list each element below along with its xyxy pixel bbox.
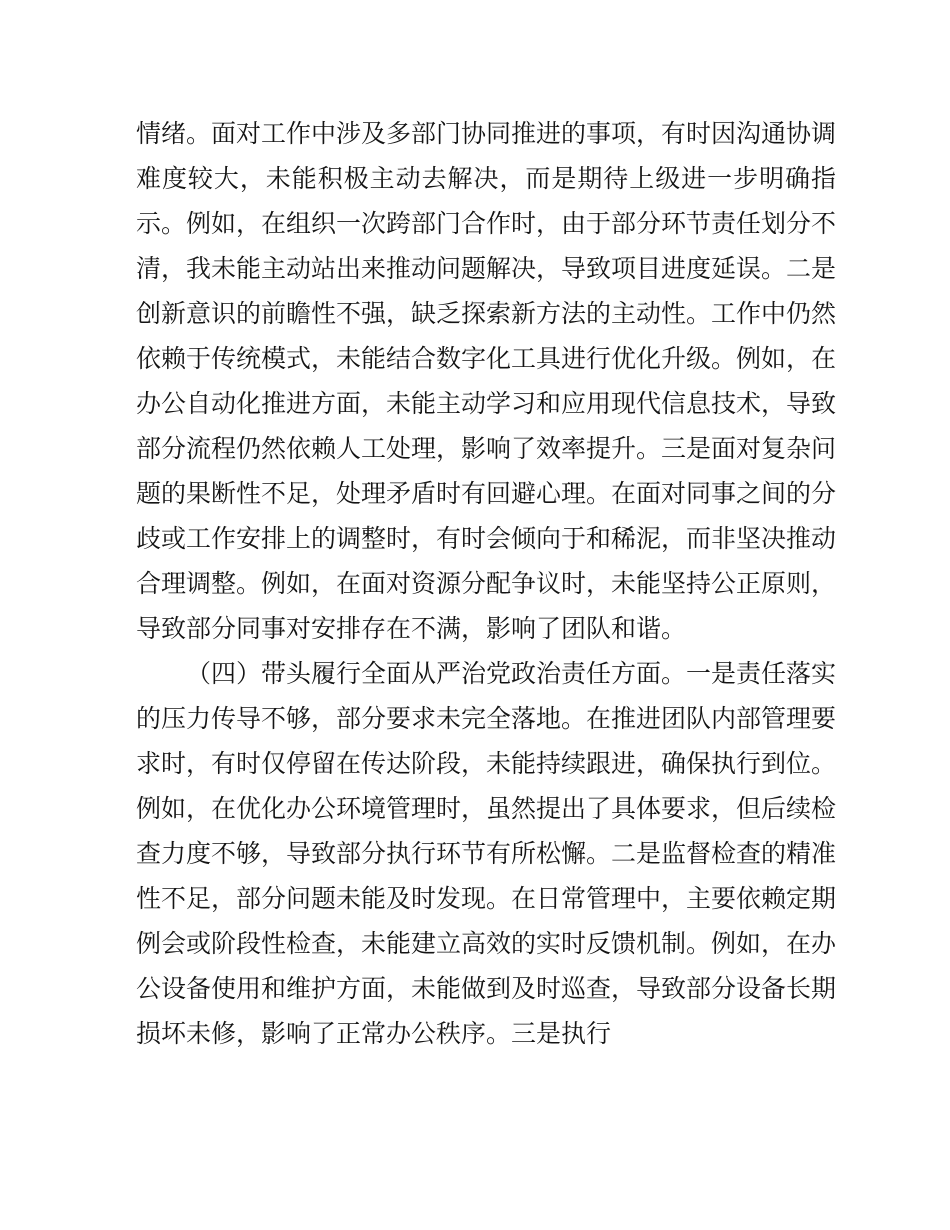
paragraph-section-four: （四）带头履行全面从严治党政治责任方面。一是责任落实的压力传导不够，部分要求未完全落地。在推进团队内部管理要求时，有时仅停留在传达阶段，未能持续跟进，确保执行到位。例如，在优化办公环境管理时，虽然提出了具体要求，但后续检查力度不够，导致部分执行环节有所松懈。二是监督检查的精准性不足，部分问题未能及时发现。在日常管理中，主要依赖定期例会或阶段性检查，未能建立高效的实时反馈机制。例如，在办公设备使用和维护方面，未能做到及时巡查，导致部分设备长期损坏未修，影响了正常办公秩序。三是执行 [136,661,837,1048]
document-body [136,112,836,1057]
paragraph-continuation: 情绪。面对工作中涉及多部门协同推进的事项，有时因沟通协调难度较大，未能积极主动去解决，而是期待上级进一步明确指示。例如，在组织一次跨部门合作时，由于部分环节责任划分不清，我未能主动站出来推动问题解决，导致项目进度延误。二是创新意识的前瞻性不强，缺乏探索新方法的主动性。工作中仍然依赖于传统模式，未能结合数字化工具进行优化升级。例如，在办公自动化推进方面，未能主动学习和应用现代信息技术，导致部分流程仍然依赖人工处理，影响了效率提升。三是面对复杂问题的果断性不足，处理矛盾时有回避心理。在面对同事之间的分歧或工作安排上的调整时，有时会倾向于和稀泥，而非坚决推动合理调整。例如，在面对资源分配争议时，未能坚持公正原则，导致部分同事对安排存在不满，影响了团队和谐。 [136,121,837,643]
